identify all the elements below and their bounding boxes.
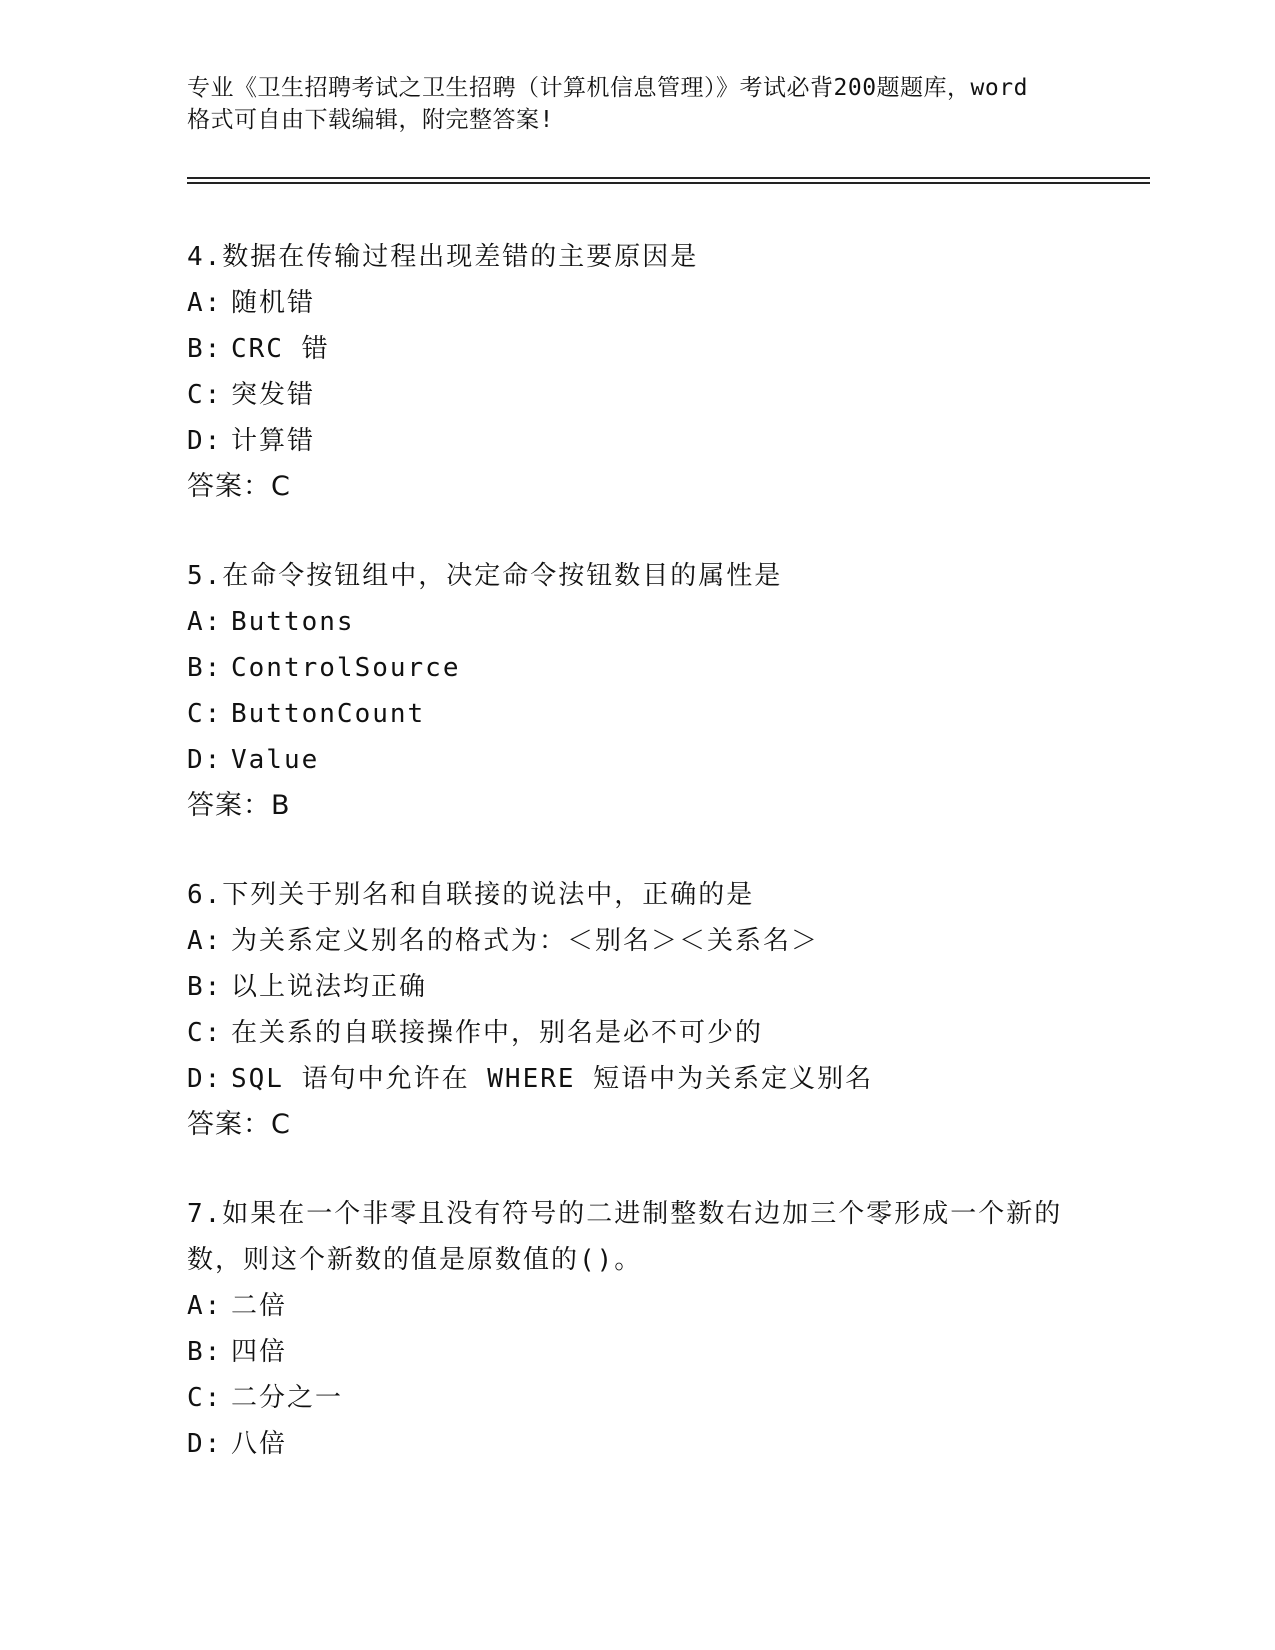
question-text: 7.如果在一个非零且没有符号的二进制整数右边加三个零形成一个新的数，则这个新数的值是原数值的()。 [187,1199,1063,1275]
option-c [187,372,1087,418]
header-divider-top [187,177,1150,179]
option-text: 四倍 [231,1337,288,1367]
option-c [187,1375,1087,1421]
option-text: ButtonCount [231,699,426,729]
option-letter: D: [187,1429,223,1459]
option-text: Buttons [231,607,355,637]
option-letter: B: [187,653,223,683]
option-letter: C: [187,1018,223,1048]
question-text: 4.数据在传输过程出现差错的主要原因是 [187,242,699,272]
option-a [187,918,1087,964]
option-d [187,737,1087,783]
option-letter: B: [187,1337,223,1367]
option-a [187,1283,1087,1329]
header-line-1: 专业《卫生招聘考试之卫生招聘（计算机信息管理）》考试必背200题题库，word [187,75,1028,101]
option-a [187,280,1087,326]
option-text: 八倍 [231,1429,288,1459]
option-a [187,599,1087,645]
document-header [187,72,1097,136]
answer-line: 答案：B [187,790,291,821]
option-text: SQL 语句中允许在 WHERE 短语中为关系定义别名 [231,1064,874,1094]
option-b [187,964,1087,1010]
option-text: 突发错 [231,380,316,410]
option-d [187,418,1087,464]
header-divider-bottom [187,182,1150,184]
answer-line: 答案：C [187,471,291,502]
option-text: 随机错 [231,288,316,318]
answer-line: 答案：C [187,1109,291,1140]
question-text: 6.下列关于别名和自联接的说法中，正确的是 [187,880,755,910]
option-c [187,691,1087,737]
option-letter: A: [187,926,223,956]
option-text: ControlSource [231,653,461,683]
option-b [187,1329,1087,1375]
question-4 [187,234,1087,510]
option-text: 为关系定义别名的格式为：＜别名＞＜关系名＞ [231,926,820,956]
option-letter: B: [187,972,223,1002]
option-letter: A: [187,1291,223,1321]
question-6 [187,872,1087,1148]
question-text: 5.在命令按钮组中，决定命令按钮数目的属性是 [187,561,783,591]
option-letter: A: [187,288,223,318]
option-letter: B: [187,334,223,364]
option-letter: D: [187,1064,223,1094]
option-text: 二分之一 [231,1383,344,1413]
option-letter: C: [187,1383,223,1413]
option-d [187,1056,1087,1102]
option-letter: A: [187,607,223,637]
header-line-2: 格式可自由下载编辑，附完整答案! [187,107,554,133]
option-text: 计算错 [231,426,316,456]
option-text: 在关系的自联接操作中，别名是必不可少的 [231,1018,764,1048]
option-letter: D: [187,426,223,456]
option-text: 以上说法均正确 [231,972,428,1002]
option-b [187,645,1087,691]
option-text: Value [231,745,320,775]
option-text: 二倍 [231,1291,288,1321]
option-letter: D: [187,745,223,775]
question-7 [187,1191,1087,1467]
option-letter: C: [187,380,223,410]
option-c [187,1010,1087,1056]
question-5 [187,553,1087,829]
option-text: CRC 错 [231,334,330,364]
option-b [187,326,1087,372]
option-d [187,1421,1087,1467]
option-letter: C: [187,699,223,729]
